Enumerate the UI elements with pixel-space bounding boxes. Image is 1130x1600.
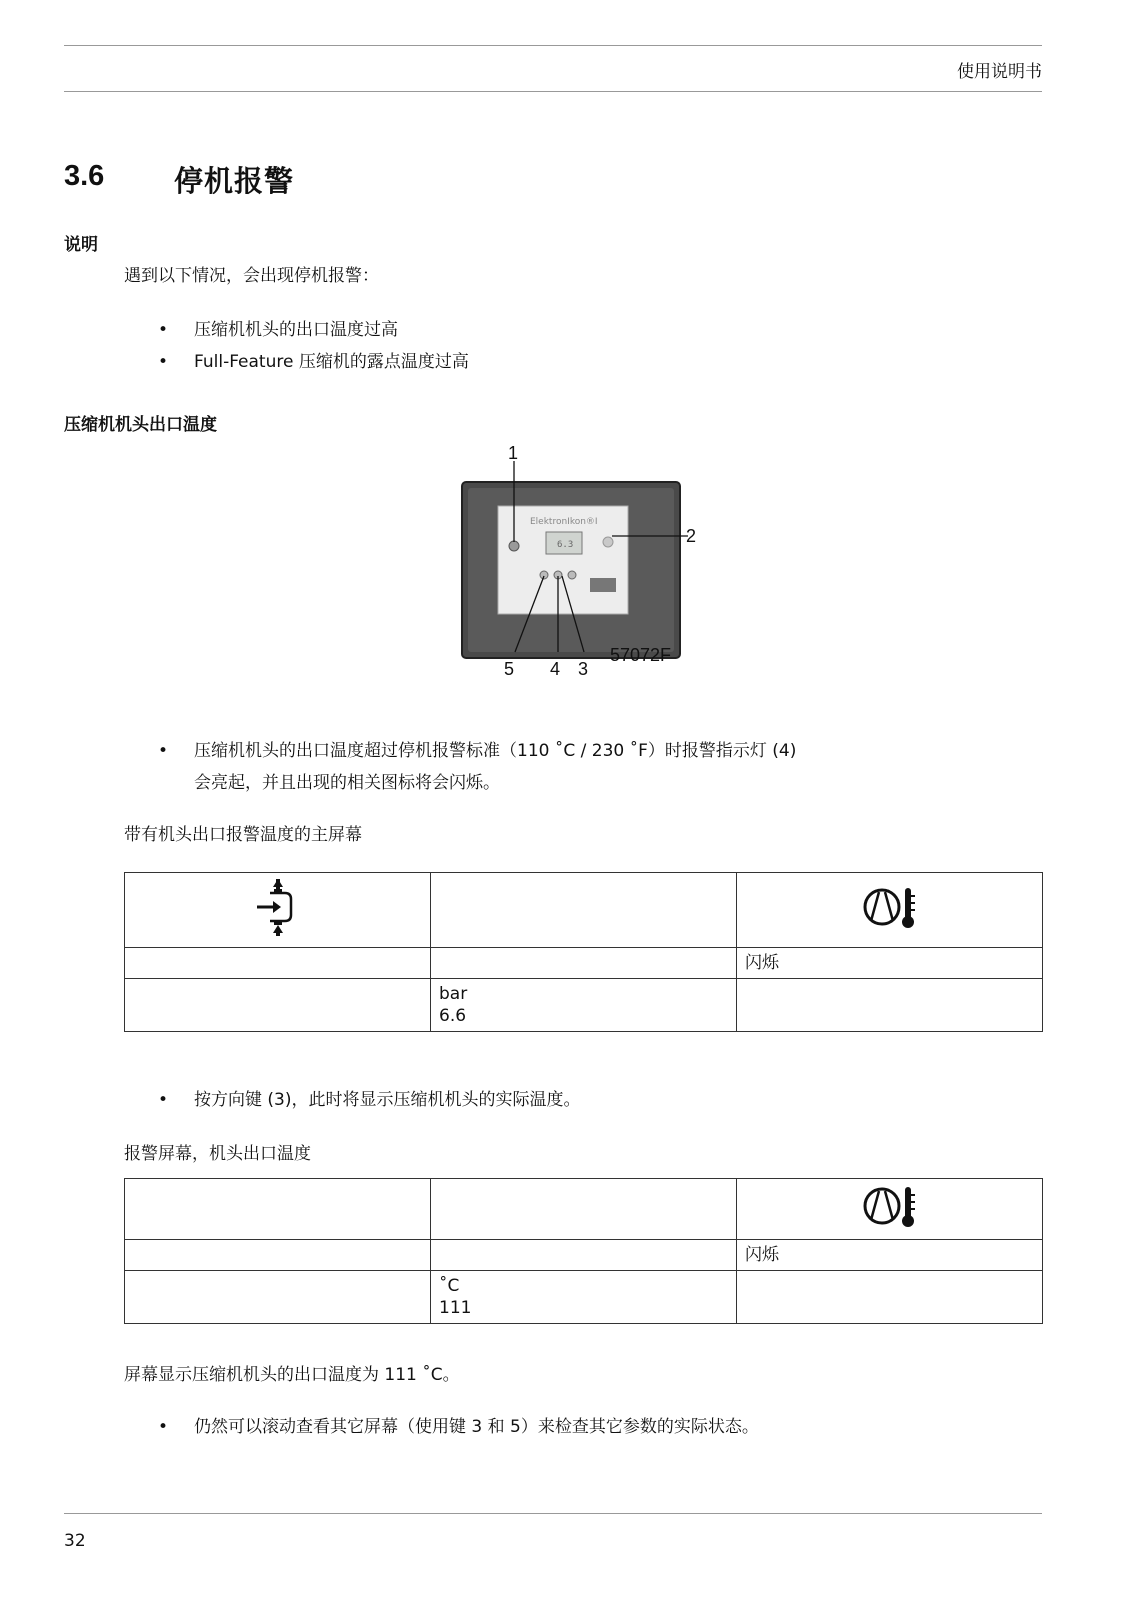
list-item-text: 按方向键 (3)，此时将显示压缩机机头的实际温度。 (194, 1090, 581, 1110)
table-row (125, 1271, 1043, 1324)
compressor-unload-icon (253, 877, 303, 937)
pressure-unit: bar (439, 984, 468, 1004)
outlet-temp-heading: 压缩机机头出口温度 (64, 415, 217, 435)
table-cell (125, 873, 431, 948)
description-intro: 遇到以下情况，会出现停机报警： (124, 266, 379, 286)
bullet-dot: • (158, 741, 169, 761)
figure-code: 57072F (610, 645, 672, 665)
list-item-text: 压缩机机头的出口温度超过停机报警标准（110 ˚C / 230 ˚F）时报警指示灯 (4) (194, 741, 797, 761)
table-row (125, 873, 1043, 948)
section-number: 3.6 (64, 160, 105, 192)
bullet-dot: • (158, 1417, 169, 1437)
pressure-value: 6.6 (439, 1006, 467, 1026)
bullet-dot: • (158, 320, 169, 340)
controller-panel-illustration (458, 446, 708, 694)
table-row (125, 1179, 1043, 1240)
main-screen-table (124, 872, 1043, 1032)
controller-figure (458, 446, 708, 694)
table1-caption: 带有机头出口报警温度的主屏幕 (124, 825, 362, 845)
list-item-text: 压缩机机头的出口温度过高 (194, 320, 398, 340)
table-cell (737, 1271, 1043, 1324)
table-cell (737, 873, 1043, 948)
table-cell (431, 1179, 737, 1240)
flash-status-cell: 闪烁 (737, 948, 1043, 979)
table-row (125, 979, 1043, 1032)
bullet-dot: • (158, 352, 169, 372)
compressor-temperature-icon (862, 1183, 918, 1229)
table-cell (125, 979, 431, 1032)
top-rule (64, 45, 1042, 46)
table2-caption: 报警屏幕，机头出口温度 (124, 1144, 311, 1164)
table-cell (431, 873, 737, 948)
table-cell (125, 1179, 431, 1240)
callout-3: 3 (578, 659, 589, 679)
table-row (125, 1240, 1043, 1271)
controller-display-readout: 6.3 (557, 540, 574, 550)
description-heading: 说明 (64, 235, 98, 255)
table-cell (125, 1271, 431, 1324)
table-row (125, 948, 1043, 979)
pressure-reading-cell (431, 979, 737, 1032)
temperature-value: 111 (439, 1298, 472, 1318)
table-cell (737, 979, 1043, 1032)
callout-1: 1 (508, 446, 519, 463)
footer-rule (64, 1513, 1042, 1514)
table-cell (431, 948, 737, 979)
callout-5: 5 (504, 659, 515, 679)
flash-status-cell: 闪烁 (737, 1240, 1043, 1271)
section-title: 停机报警 (174, 164, 295, 198)
list-item-text: 仍然可以滚动查看其它屏幕（使用键 3 和 5）来检查其它参数的实际状态。 (194, 1417, 759, 1437)
table-cell (431, 1240, 737, 1271)
callout-4: 4 (550, 659, 561, 679)
header-doc-title: 使用说明书 (957, 62, 1042, 82)
callout-2: 2 (686, 526, 697, 546)
compressor-temperature-icon (862, 884, 918, 930)
list-item-text: Full-Feature 压缩机的露点温度过高 (194, 352, 469, 372)
table-cell (125, 948, 431, 979)
header-rule (64, 91, 1042, 92)
bullet-dot: • (158, 1090, 169, 1110)
alarm-screen-table (124, 1178, 1043, 1324)
temperature-unit: ˚C (439, 1276, 460, 1296)
page-number: 32 (64, 1531, 86, 1551)
table-cell (125, 1240, 431, 1271)
result-note: 屏幕显示压缩机机头的出口温度为 111 ˚C。 (124, 1365, 460, 1385)
list-item-continuation: 会亮起，并且出现的相关图标将会闪烁。 (194, 773, 500, 793)
table-cell (737, 1179, 1043, 1240)
temperature-reading-cell (431, 1271, 737, 1324)
controller-brand-label: ElektronIkon®I (530, 517, 598, 527)
